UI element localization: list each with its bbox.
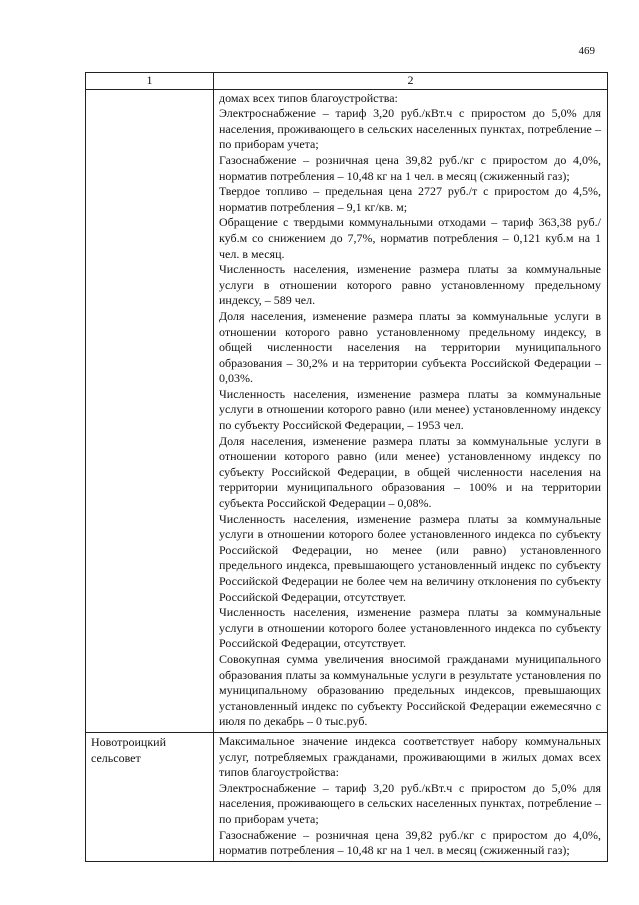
column-header-1: 1 (86, 73, 214, 90)
header-row (86, 73, 608, 90)
paragraph: Обращение с твердыми коммунальными отходами – тариф 363,38 руб./куб.м со снижением до 7,7%, норматив потребления – 0,121 куб.м на 1 чел. в месяц. (219, 215, 601, 261)
paragraph: Электроснабжение – тариф 3,20 руб./кВт.ч с приростом до 5,0% для населения, проживающего в сельских населенных пунктах, потребление – по приборам учета; (219, 106, 601, 152)
table-row (86, 732, 608, 861)
municipality-cell: Новотроицкий сельсовет (86, 732, 214, 861)
paragraph: Электроснабжение – тариф 3,20 руб./кВт.ч с приростом до 5,0% для населения, проживающего в сельских населенных пунктах, потребление – по приборам учета; (219, 780, 601, 826)
paragraph: Доля населения, изменение размера платы за коммунальные услуги в отношении которого равно (или менее) установленному индексу по субъекту Российской Федерации, в общей численности населения на территории муниципального образования – 100% и на территории субъекта Российской Федерации – 0,08%. (219, 433, 601, 511)
municipality-cell (86, 89, 214, 732)
column-header-2: 2 (214, 73, 608, 90)
page-number: 469 (578, 45, 595, 57)
paragraph: домах всех типов благоустройства: (219, 90, 398, 105)
paragraph: Газоснабжение – розничная цена 39,82 руб./кг с приростом до 4,0%, норматив потребления – 10,48 кг на 1 чел. в месяц (сжиженный газ); (219, 827, 601, 858)
document-table (85, 72, 608, 862)
paragraph: Газоснабжение – розничная цена 39,82 руб./кг с приростом до 4,0%, норматив потребления – 10,48 кг на 1 чел. в месяц (сжиженный газ); (219, 152, 601, 183)
description-cell (214, 89, 608, 732)
paragraph: Максимальное значение индекса соответствует набору коммунальных услуг, потребляемых гражданами, проживающими в жилых домах всех типов благоустройства: (219, 733, 601, 780)
paragraph: Численность населения, изменение размера платы за коммунальные услуги в отношении которого более установленного индекса по субъекту Российской Федерации, но менее (или равно) установленного предельного индекса, превышающего установленный индекс по субъекту Российской Федерации не более чем на величину отклонения по субъекту Российской Федерации, отсутствует. (219, 511, 601, 604)
paragraph: Численность населения, изменение размера платы за коммунальные услуги в отношении которого равно (или менее) установленному индексу по субъекту Российской Федерации, – 1953 чел. (219, 386, 601, 433)
description-cell (214, 732, 608, 861)
table-row (86, 89, 608, 732)
paragraph: Совокупная сумма увеличения вносимой гражданами муниципального образования платы за коммунальные услуги в результате установления по муниципальному образованию предельных индексов, превышающих установленный индекс по субъекту Российской Федерации ежемесячно с июля по декабрь – 0 тыс.руб. (219, 651, 601, 729)
paragraph: Доля населения, изменение размера платы за коммунальные услуги в отношении которого равно установленному предельному индексу, в общей численности населения на территории муниципального образования – 30,2% и на территории субъекта Российской Федерации – 0,03%. (219, 308, 601, 386)
paragraph: Численность населения, изменение размера платы за коммунальные услуги в отношении которого равно установленному предельному индексу, – 589 чел. (219, 262, 601, 308)
paragraph: Твердое топливо – предельная цена 2727 руб./т с приростом до 4,5%, норматив потребления – 9,1 кг/кв. м; (219, 184, 601, 214)
paragraph: Численность населения, изменение размера платы за коммунальные услуги в отношении которого более установленного индекса по субъекту Российской Федерации, отсутствует. (219, 605, 601, 651)
